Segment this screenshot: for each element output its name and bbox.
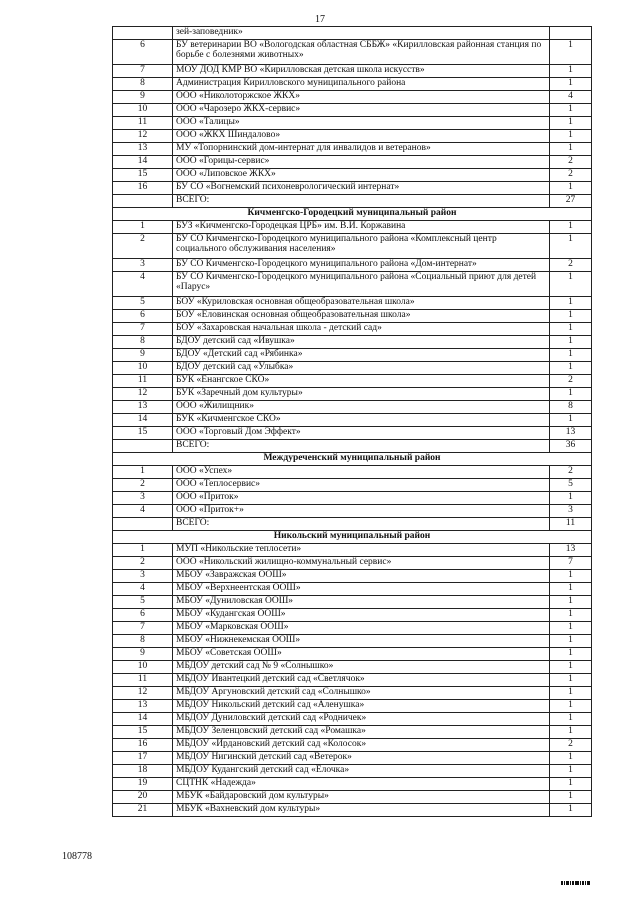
page-number: 17 [315, 14, 325, 25]
organization-name: МУ «Топорнинский дом-интернат для инвалидов и ветеранов» [173, 143, 550, 156]
row-count: 4 [550, 91, 592, 104]
row-number: 3 [113, 570, 173, 583]
row-number: 9 [113, 648, 173, 661]
row-number: 10 [113, 661, 173, 674]
row-number: 7 [113, 323, 173, 336]
row-number: 16 [113, 182, 173, 195]
row-number: 12 [113, 388, 173, 401]
organization-name: МБДОУ Нигинский детский сад «Ветерок» [173, 752, 550, 765]
row-count: 1 [550, 221, 592, 234]
organization-name: БДОУ детский сад «Ивушка» [173, 336, 550, 349]
table-row [113, 40, 592, 65]
table-row [113, 505, 592, 518]
table-row [113, 27, 592, 40]
row-number: 21 [113, 804, 173, 817]
organization-name: МОУ ДОД КМР ВО «Кирилловская детская школа искусств» [173, 65, 550, 78]
table-row [113, 804, 592, 817]
row-number: 11 [113, 674, 173, 687]
section-title: Кичменгско-Городецкий муниципальный район [113, 208, 592, 221]
table-row [113, 609, 592, 622]
row-count: 1 [550, 596, 592, 609]
row-count: 1 [550, 272, 592, 297]
table-row [113, 466, 592, 479]
organization-name: ООО «Николоторжское ЖКХ» [173, 91, 550, 104]
table-row [113, 713, 592, 726]
table-row [113, 739, 592, 752]
organization-name: МБДОУ «Ирдановский детский сад «Колосок» [173, 739, 550, 752]
organization-name: МБУК «Байдаровский дом культуры» [173, 791, 550, 804]
organization-name: ООО «Липовское ЖКХ» [173, 169, 550, 182]
table-row [113, 362, 592, 375]
organization-name: ООО «Талицы» [173, 117, 550, 130]
row-count: 11 [550, 518, 592, 531]
row-number: 17 [113, 752, 173, 765]
organization-name: МБОУ «Советская ООШ» [173, 648, 550, 661]
row-count: 1 [550, 661, 592, 674]
organization-name: ООО «Приток+» [173, 505, 550, 518]
table-row [113, 661, 592, 674]
row-count: 1 [550, 130, 592, 143]
row-number [113, 195, 173, 208]
barcode-mark [561, 881, 590, 885]
organizations-table [112, 26, 592, 817]
row-count: 36 [550, 440, 592, 453]
row-count: 13 [550, 544, 592, 557]
row-number: 8 [113, 78, 173, 91]
row-count: 1 [550, 104, 592, 117]
organization-name: МБОУ «Завражская ООШ» [173, 570, 550, 583]
row-number: 4 [113, 583, 173, 596]
organization-name: ООО «Теплосервис» [173, 479, 550, 492]
row-number: 14 [113, 156, 173, 169]
row-count: 1 [550, 323, 592, 336]
table-row [113, 518, 592, 531]
organization-name: МБОУ «Марковская ООШ» [173, 622, 550, 635]
table-row [113, 143, 592, 156]
table-row [113, 336, 592, 349]
row-number: 5 [113, 596, 173, 609]
organization-name: БДОУ «Детский сад «Рябинка» [173, 349, 550, 362]
section-header-row [113, 531, 592, 544]
row-number: 12 [113, 687, 173, 700]
table-row [113, 182, 592, 195]
table-body [113, 27, 592, 817]
table-row [113, 310, 592, 323]
table-row [113, 583, 592, 596]
organization-name: МБУК «Вахневский дом культуры» [173, 804, 550, 817]
row-count: 2 [550, 739, 592, 752]
organization-name: БУК «Енангское СКО» [173, 375, 550, 388]
row-number [113, 440, 173, 453]
row-number: 15 [113, 726, 173, 739]
row-count: 1 [550, 492, 592, 505]
organization-name: БУК «Заречный дом культуры» [173, 388, 550, 401]
organization-name: МБДОУ Аргуновский детский сад «Солнышко» [173, 687, 550, 700]
table-row [113, 440, 592, 453]
table-row [113, 479, 592, 492]
row-count: 1 [550, 674, 592, 687]
organization-name: БОУ «Куриловская основная общеобразовательная школа» [173, 297, 550, 310]
row-count: 1 [550, 336, 592, 349]
organization-name: МБДОУ Дуниловский детский сад «Родничек» [173, 713, 550, 726]
table-row [113, 388, 592, 401]
organization-name: ООО «Торговый Дом Эффект» [173, 427, 550, 440]
organization-name: ООО «Горицы-сервис» [173, 156, 550, 169]
document-id: 108778 [62, 851, 92, 862]
row-count: 1 [550, 182, 592, 195]
table-row [113, 791, 592, 804]
table-row [113, 234, 592, 259]
organization-name: ООО «Приток» [173, 492, 550, 505]
organization-name: МБОУ «Нижнекемская ООШ» [173, 635, 550, 648]
table-row [113, 117, 592, 130]
row-count: 5 [550, 479, 592, 492]
table-row [113, 427, 592, 440]
row-number: 6 [113, 40, 173, 65]
organization-name: Администрация Кирилловского муниципального района [173, 78, 550, 91]
table-row [113, 65, 592, 78]
table-row [113, 169, 592, 182]
row-count: 1 [550, 713, 592, 726]
row-count: 2 [550, 259, 592, 272]
table-row [113, 635, 592, 648]
row-count: 13 [550, 427, 592, 440]
table-row [113, 492, 592, 505]
row-count: 8 [550, 401, 592, 414]
organization-name: БОУ «Захаровская начальная школа - детский сад» [173, 323, 550, 336]
organization-name: БУ ветеринарии ВО «Вологодская областная СББЖ» «Кирилловская районная станция по борьбе с болезнями животных» [173, 40, 550, 65]
table-row [113, 259, 592, 272]
table-row [113, 156, 592, 169]
row-count: 1 [550, 40, 592, 65]
table-row [113, 78, 592, 91]
row-count: 1 [550, 297, 592, 310]
section-header-row [113, 453, 592, 466]
row-number: 9 [113, 91, 173, 104]
table-row [113, 401, 592, 414]
row-count: 2 [550, 169, 592, 182]
table-row [113, 221, 592, 234]
row-number: 11 [113, 117, 173, 130]
organization-name: МБДОУ Кудангский детский сад «Елочка» [173, 765, 550, 778]
organization-name: БУ СО Кичменгско-Городецкого муниципального района «Дом-интернат» [173, 259, 550, 272]
table-row [113, 700, 592, 713]
row-number: 5 [113, 297, 173, 310]
row-count: 1 [550, 583, 592, 596]
row-count: 2 [550, 156, 592, 169]
row-count: 1 [550, 726, 592, 739]
row-count: 1 [550, 635, 592, 648]
organization-name: СЦТНК «Надежда» [173, 778, 550, 791]
table-row [113, 778, 592, 791]
row-number [113, 518, 173, 531]
organization-name: БУ СО Кичменгско-Городецкого муниципального района «Комплексный центр социального обслуживания населения» [173, 234, 550, 259]
section-title: Междуреченский муниципальный район [113, 453, 592, 466]
row-count: 1 [550, 687, 592, 700]
row-count: 3 [550, 505, 592, 518]
organization-name: МБОУ «Кудангская ООШ» [173, 609, 550, 622]
organization-name: МБДОУ детский сад № 9 «Солнышко» [173, 661, 550, 674]
row-number [113, 27, 173, 40]
row-number: 14 [113, 414, 173, 427]
row-number: 10 [113, 104, 173, 117]
row-number: 13 [113, 401, 173, 414]
row-count: 2 [550, 466, 592, 479]
row-number: 11 [113, 375, 173, 388]
row-count: 1 [550, 778, 592, 791]
row-number: 8 [113, 635, 173, 648]
organization-name: ООО «Успех» [173, 466, 550, 479]
organization-name: зей-заповедник» [173, 27, 550, 40]
row-number: 15 [113, 169, 173, 182]
row-count: 1 [550, 349, 592, 362]
row-number: 7 [113, 622, 173, 635]
organization-name: ВСЕГО: [173, 440, 550, 453]
organization-name: МБОУ «Верхнеентская ООШ» [173, 583, 550, 596]
row-count: 1 [550, 117, 592, 130]
row-count: 1 [550, 622, 592, 635]
row-count: 7 [550, 557, 592, 570]
row-number: 9 [113, 349, 173, 362]
organization-name: БУ СО Кичменгско-Городецкого муниципального района «Социальный приют для детей «Парус» [173, 272, 550, 297]
row-count: 1 [550, 362, 592, 375]
table-row [113, 272, 592, 297]
row-count: 1 [550, 791, 592, 804]
organization-name: ООО «ЖКХ Шиндалово» [173, 130, 550, 143]
row-count: 1 [550, 765, 592, 778]
row-number: 15 [113, 427, 173, 440]
table-row [113, 726, 592, 739]
row-count: 1 [550, 752, 592, 765]
table-row [113, 375, 592, 388]
row-number: 12 [113, 130, 173, 143]
organization-name: ВСЕГО: [173, 195, 550, 208]
table-row [113, 648, 592, 661]
row-number: 2 [113, 234, 173, 259]
table-row [113, 596, 592, 609]
row-count: 1 [550, 804, 592, 817]
row-number: 13 [113, 700, 173, 713]
row-number: 13 [113, 143, 173, 156]
table-row [113, 752, 592, 765]
table-row [113, 570, 592, 583]
row-count: 1 [550, 234, 592, 259]
table-row [113, 687, 592, 700]
organization-name: ВСЕГО: [173, 518, 550, 531]
row-number: 6 [113, 310, 173, 323]
row-number: 19 [113, 778, 173, 791]
organization-name: БУЗ «Кичменгско-Городецкая ЦРБ» им. В.И. Коржавина [173, 221, 550, 234]
row-count: 1 [550, 143, 592, 156]
row-count: 1 [550, 78, 592, 91]
row-count [550, 27, 592, 40]
row-count: 1 [550, 609, 592, 622]
table-row [113, 297, 592, 310]
table-row [113, 557, 592, 570]
row-number: 4 [113, 272, 173, 297]
row-number: 6 [113, 609, 173, 622]
row-number: 1 [113, 544, 173, 557]
table-row [113, 349, 592, 362]
organization-name: БУК «Кичменгское СКО» [173, 414, 550, 427]
table-row [113, 414, 592, 427]
organization-name: МУП «Никольские теплосети» [173, 544, 550, 557]
row-count: 1 [550, 310, 592, 323]
table-row [113, 674, 592, 687]
organization-name: МБДОУ Никольский детский сад «Аленушка» [173, 700, 550, 713]
table-row [113, 91, 592, 104]
organization-name: БОУ «Еловинская основная общеобразовательная школа» [173, 310, 550, 323]
organization-name: МБОУ «Дуниловская ООШ» [173, 596, 550, 609]
row-number: 2 [113, 557, 173, 570]
organization-name: ООО «Никольский жилищно-коммунальный сервис» [173, 557, 550, 570]
row-number: 2 [113, 479, 173, 492]
row-number: 16 [113, 739, 173, 752]
row-number: 1 [113, 466, 173, 479]
row-count: 1 [550, 700, 592, 713]
row-number: 18 [113, 765, 173, 778]
row-count: 1 [550, 648, 592, 661]
table-row [113, 104, 592, 117]
section-header-row [113, 208, 592, 221]
organization-name: МБДОУ Ивантецкий детский сад «Светлячок» [173, 674, 550, 687]
row-number: 3 [113, 259, 173, 272]
row-number: 10 [113, 362, 173, 375]
row-count: 1 [550, 570, 592, 583]
organization-name: ООО «Жилищник» [173, 401, 550, 414]
row-count: 2 [550, 375, 592, 388]
organization-name: БУ СО «Вогнемский психоневрологический интернат» [173, 182, 550, 195]
section-title: Никольский муниципальный район [113, 531, 592, 544]
table-row [113, 323, 592, 336]
row-number: 8 [113, 336, 173, 349]
row-number: 4 [113, 505, 173, 518]
row-number: 3 [113, 492, 173, 505]
row-count: 1 [550, 388, 592, 401]
row-count: 1 [550, 414, 592, 427]
row-count: 1 [550, 65, 592, 78]
row-count: 27 [550, 195, 592, 208]
row-number: 1 [113, 221, 173, 234]
row-number: 7 [113, 65, 173, 78]
table-row [113, 130, 592, 143]
row-number: 14 [113, 713, 173, 726]
organization-name: БДОУ детский сад «Улыбка» [173, 362, 550, 375]
row-number: 20 [113, 791, 173, 804]
organization-name: МБДОУ Зеленцовский детский сад «Ромашка» [173, 726, 550, 739]
table-row [113, 765, 592, 778]
table-row [113, 195, 592, 208]
table-row [113, 544, 592, 557]
organization-name: ООО «Чарозеро ЖКХ-сервис» [173, 104, 550, 117]
table-row [113, 622, 592, 635]
